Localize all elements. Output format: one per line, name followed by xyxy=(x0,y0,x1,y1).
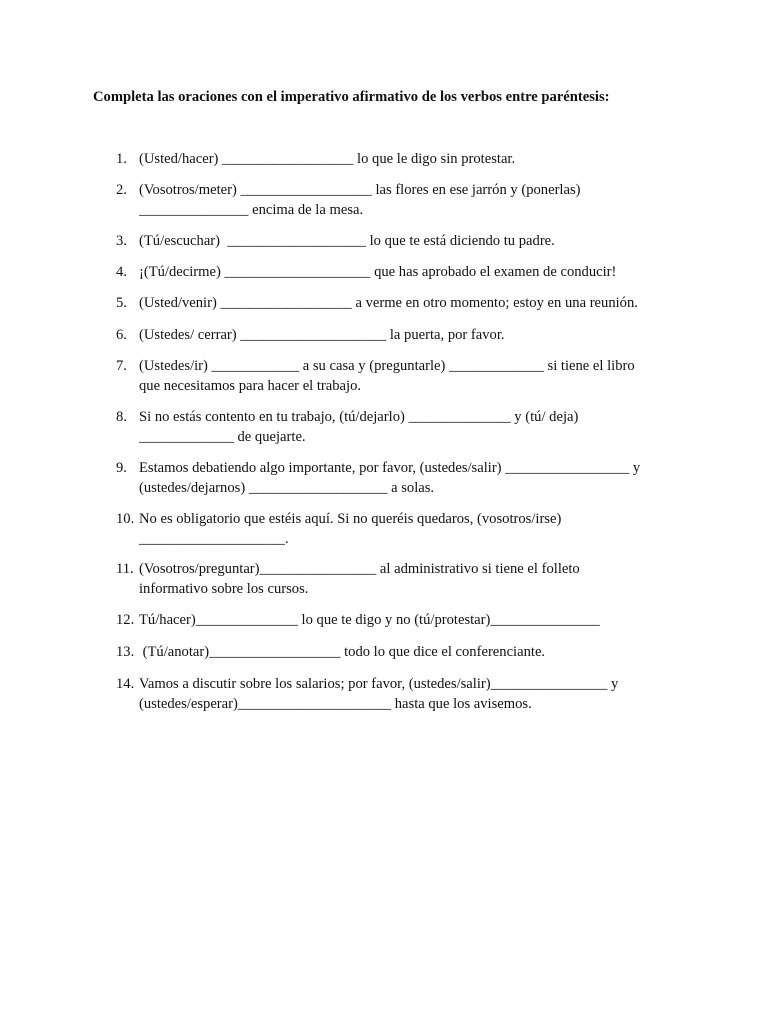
item-text xyxy=(139,610,699,630)
instructions-heading: Completa las oraciones con el imperativo afirmativo de los verbos entre paréntesis: xyxy=(93,89,610,105)
item-line: ____________________. xyxy=(139,531,289,547)
item-line: _____________ de quejarte. xyxy=(139,429,306,445)
item-line: Estamos debatiendo algo importante, por favor, (ustedes/salir) _________________ y xyxy=(139,460,641,476)
item-line: (Usted/hacer) __________________ lo que le digo sin protestar. xyxy=(139,151,516,167)
item-number: 11. xyxy=(116,561,134,577)
item-line: (Tú/anotar)__________________ todo lo que dice el conferenciante. xyxy=(139,644,546,660)
item-number: 1. xyxy=(116,151,127,167)
item-line: ¡(Tú/decirme) ____________________ que has aprobado el examen de conducir! xyxy=(139,264,617,280)
item-line: (Tú/escuchar) ___________________ lo que te está diciendo tu padre. xyxy=(139,233,555,249)
item-text xyxy=(139,231,699,251)
item-line: (Ustedes/ cerrar) ____________________ la puerta, por favor. xyxy=(139,327,505,343)
item-line: (Ustedes/ir) ____________ a su casa y (preguntarle) _____________ si tiene el libro xyxy=(139,358,635,374)
item-line: (Vosotros/preguntar)________________ al administrativo si tiene el folleto xyxy=(139,561,580,577)
item-number: 6. xyxy=(116,327,127,343)
item-line: No es obligatorio que estéis aquí. Si no queréis quedaros, (vosotros/irse) xyxy=(139,511,562,527)
item-text xyxy=(139,674,699,714)
item-line: informativo sobre los cursos. xyxy=(139,581,309,597)
item-line: Si no estás contento en tu trabajo, (tú/dejarlo) ______________ y (tú/ deja) xyxy=(139,409,579,425)
item-line: (Vosotros/meter) __________________ las flores en ese jarrón y (ponerlas) xyxy=(139,182,581,198)
item-text xyxy=(139,356,699,396)
item-number: 8. xyxy=(116,409,127,425)
item-number: 5. xyxy=(116,295,127,311)
item-line: (ustedes/esperar)_____________________ hasta que los avisemos. xyxy=(139,696,532,712)
item-text xyxy=(139,407,699,447)
item-text xyxy=(139,149,699,169)
item-number: 4. xyxy=(116,264,127,280)
item-text xyxy=(139,642,699,662)
item-text xyxy=(139,509,699,549)
item-number: 3. xyxy=(116,233,127,249)
item-line: (Usted/venir) __________________ a verme en otro momento; estoy en una reunión. xyxy=(139,295,638,311)
item-line: Tú/hacer)______________ lo que te digo y no (tú/protestar)_______________ xyxy=(139,612,600,628)
item-number: 7. xyxy=(116,358,127,374)
item-text xyxy=(139,180,699,220)
item-line: _______________ encima de la mesa. xyxy=(139,202,364,218)
item-text xyxy=(139,293,699,313)
item-line: (ustedes/dejarnos) ___________________ a solas. xyxy=(139,480,435,496)
item-text xyxy=(139,458,699,498)
item-line: que necesitamos para hacer el trabajo. xyxy=(139,378,362,394)
item-number: 13. xyxy=(116,644,135,660)
item-text xyxy=(139,325,699,345)
item-text xyxy=(139,559,699,599)
item-number: 14. xyxy=(116,676,135,692)
item-number: 12. xyxy=(116,612,135,628)
item-text xyxy=(139,262,699,282)
item-number: 10. xyxy=(116,511,135,527)
item-number: 2. xyxy=(116,182,127,198)
item-line: Vamos a discutir sobre los salarios; por favor, (ustedes/salir)________________ y xyxy=(139,676,619,692)
item-number: 9. xyxy=(116,460,127,476)
